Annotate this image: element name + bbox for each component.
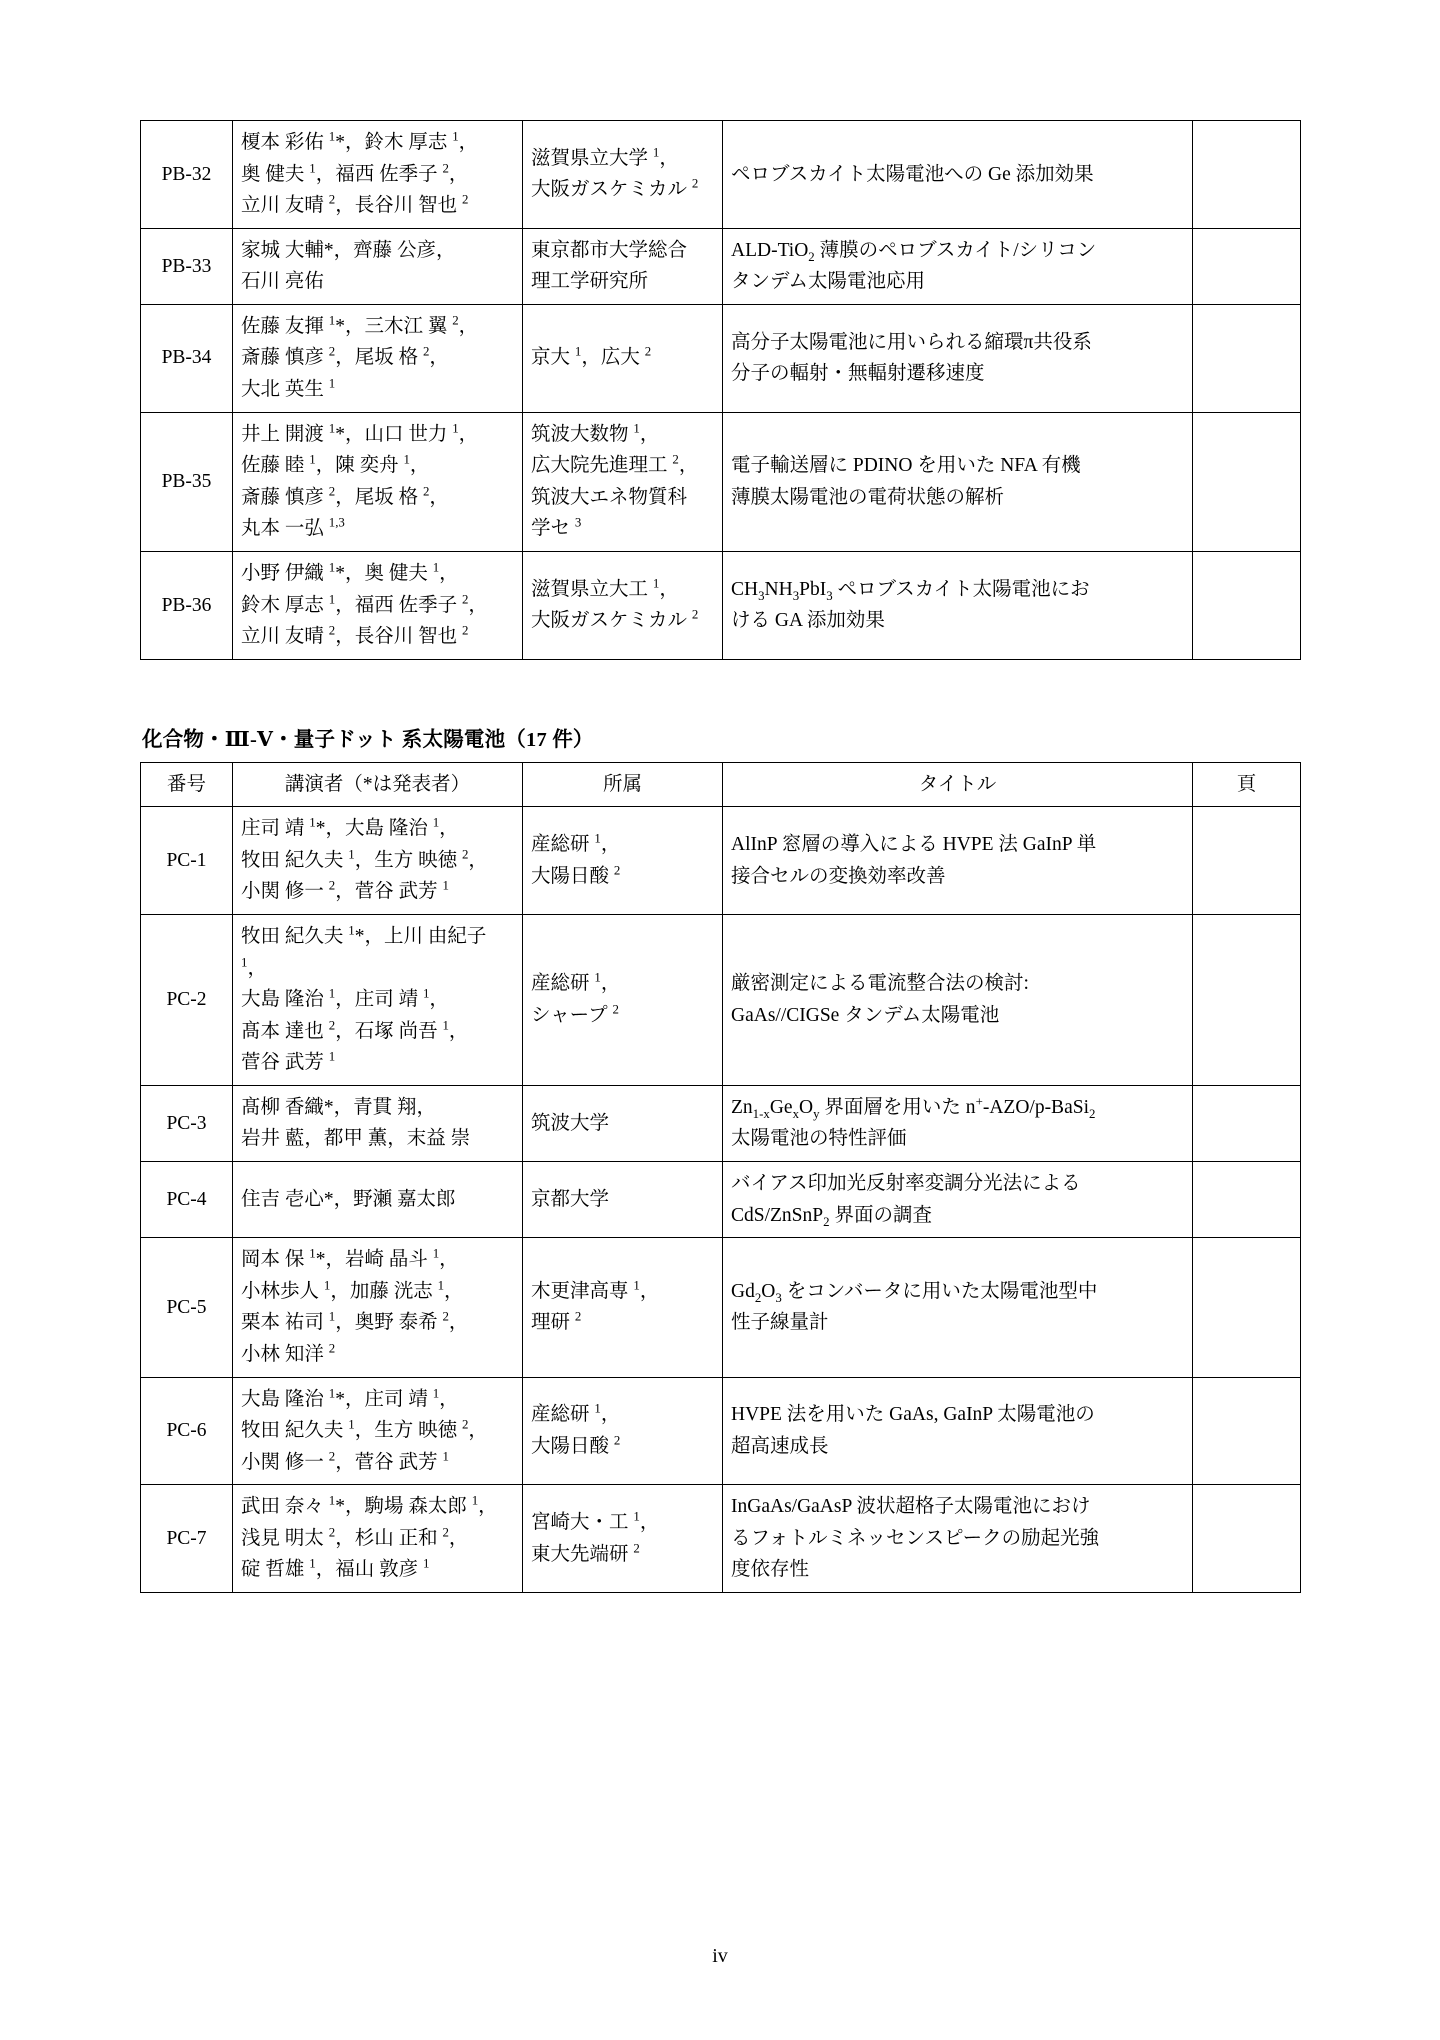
table-row	[141, 807, 1301, 915]
row-affiliation: 滋賀県立大工 $^1$， 大阪ガスケミカル $^2$	[523, 551, 723, 659]
row-number: PB-35	[141, 412, 233, 551]
table-body-compound	[141, 807, 1301, 1593]
row-affiliation: 京都大学	[523, 1162, 723, 1238]
row-page	[1193, 1485, 1301, 1593]
row-page	[1193, 807, 1301, 915]
row-authors: 井上 開渡 $^1$*，山口 世力 $^1$， 佐藤 睦 $^1$，陳 奕舟 $^1$， 斎藤 慎彦 $^2$，尾坂 格 $^2$， 丸本 一弘 $^{1,3}$	[233, 412, 523, 551]
row-number: PB-33	[141, 228, 233, 304]
row-title: バイアス印加光反射率変調分光法による CdS/ZnSnP$_2$ 界面の調査	[723, 1162, 1193, 1238]
row-title: 電子輸送層に PDINO を用いた NFA 有機 薄膜太陽電池の電荷状態の解析	[723, 412, 1193, 551]
table-row	[141, 228, 1301, 304]
row-number: PB-36	[141, 551, 233, 659]
table-row	[141, 1485, 1301, 1593]
row-affiliation: 木更津高専 $^1$， 理研 $^2$	[523, 1238, 723, 1377]
table-row	[141, 121, 1301, 229]
program-table-compound	[140, 762, 1301, 1593]
row-authors: 榎本 彩佑 $^1$*，鈴木 厚志 $^1$， 奥 健夫 $^1$，福西 佐季子 $^2$， 立川 友晴 $^2$，長谷川 智也 $^2$	[233, 121, 523, 229]
row-affiliation: 滋賀県立大学 $^1$， 大阪ガスケミカル $^2$	[523, 121, 723, 229]
table-row	[141, 914, 1301, 1085]
table-row	[141, 304, 1301, 412]
row-affiliation: 宮崎大・工 $^1$， 東大先端研 $^2$	[523, 1485, 723, 1593]
row-authors: 佐藤 友揮 $^1$*，三木江 翼 $^2$， 斎藤 慎彦 $^2$，尾坂 格 $^2$， 大北 英生 $^1$	[233, 304, 523, 412]
row-page	[1193, 304, 1301, 412]
row-page	[1193, 551, 1301, 659]
section-spacer	[140, 660, 1300, 722]
column-header-speaker: 講演者（*は発表者）	[233, 762, 523, 807]
column-header-affiliation: 所属	[523, 762, 723, 807]
row-authors: 庄司 靖 $^1$*，大島 隆治 $^1$， 牧田 紀久夫 $^1$，生方 映徳 $^2$， 小関 修一 $^2$，菅谷 武芳 $^1$	[233, 807, 523, 915]
page-folio: iv	[712, 1945, 728, 1967]
row-title: $CH_3NH_3PbI_3$ ペロブスカイト太陽電池にお ける GA 添加効果	[723, 551, 1193, 659]
row-page	[1193, 1377, 1301, 1485]
row-number: PC-5	[141, 1238, 233, 1377]
table-header-row	[141, 762, 1301, 807]
row-page	[1193, 228, 1301, 304]
row-affiliation: 産総研 $^1$， 大陽日酸 $^2$	[523, 1377, 723, 1485]
row-authors: 家城 大輔*，齊藤 公彦， 石川 亮佑	[233, 228, 523, 304]
row-authors: 牧田 紀久夫 $^1$*，上川 由紀子 $^1$， 大島 隆治 $^1$，庄司 靖 $^1$， 髙本 達也 $^2$，石塚 尚吾 $^1$， 菅谷 武芳 $^1$	[233, 914, 523, 1085]
table-row	[141, 551, 1301, 659]
table-header	[141, 762, 1301, 807]
row-affiliation: 筑波大学	[523, 1085, 723, 1161]
row-title: AlInP 窓層の導入による HVPE 法 GaInP 単 接合セルの変換効率改善	[723, 807, 1193, 915]
row-page	[1193, 412, 1301, 551]
table-row	[141, 1238, 1301, 1377]
row-number: PC-1	[141, 807, 233, 915]
row-page	[1193, 1238, 1301, 1377]
row-authors: 髙柳 香織*，青貫 翔， 岩井 藍，都甲 薫，末益 崇	[233, 1085, 523, 1161]
row-number: PB-34	[141, 304, 233, 412]
row-title: $Zn_{1-x}Ge_xO_y$ 界面層を用いた n+-AZO/p-BaSi$_2$ 太陽電池の特性評価	[723, 1085, 1193, 1161]
row-title: 高分子太陽電池に用いられる縮環π共役系 分子の輻射・無輻射遷移速度	[723, 304, 1193, 412]
row-number: PC-6	[141, 1377, 233, 1485]
row-page	[1193, 121, 1301, 229]
column-header-title: タイトル	[723, 762, 1193, 807]
column-header-number: 番号	[141, 762, 233, 807]
row-title: 厳密測定による電流整合法の検討: GaAs//CIGSe タンデム太陽電池	[723, 914, 1193, 1085]
row-affiliation: 筑波大数物 $^1$， 広大院先進理工 $^2$， 筑波大エネ物質科 学セ $^3$	[523, 412, 723, 551]
table-row	[141, 412, 1301, 551]
row-title: HVPE 法を用いた GaAs, GaInP 太陽電池の 超高速成長	[723, 1377, 1193, 1485]
row-number: PC-2	[141, 914, 233, 1085]
row-page	[1193, 1085, 1301, 1161]
row-page	[1193, 914, 1301, 1085]
row-title: InGaAs/GaAsP 波状超格子太陽電池におけ るフォトルミネッセンスピークの励起光強 度依存性	[723, 1485, 1193, 1593]
table-body-top	[141, 121, 1301, 660]
row-authors: 小野 伊織 $^1$*，奥 健夫 $^1$， 鈴木 厚志 $^1$，福西 佐季子 $^2$， 立川 友晴 $^2$，長谷川 智也 $^2$	[233, 551, 523, 659]
row-affiliation: 産総研 $^1$， 大陽日酸 $^2$	[523, 807, 723, 915]
row-number: PC-7	[141, 1485, 233, 1593]
row-number: PC-4	[141, 1162, 233, 1238]
program-table-top	[140, 120, 1301, 660]
row-title: ペロブスカイト太陽電池への Ge 添加効果	[723, 121, 1193, 229]
row-title: $Gd_2O_3$ をコンバータに用いた太陽電池型中 性子線量計	[723, 1238, 1193, 1377]
row-affiliation: 産総研 $^1$， シャープ $^2$	[523, 914, 723, 1085]
row-authors: 住吉 壱心*，野瀬 嘉太郎	[233, 1162, 523, 1238]
row-number: PB-32	[141, 121, 233, 229]
row-authors: 武田 奈々 $^1$*，駒場 森太郎 $^1$， 浅見 明太 $^2$，杉山 正和 $^2$， 碇 哲雄 $^1$，福山 敦彦 $^1$	[233, 1485, 523, 1593]
row-authors: 大島 隆治 $^1$*，庄司 靖 $^1$， 牧田 紀久夫 $^1$，生方 映徳 $^2$， 小関 修一 $^2$，菅谷 武芳 $^1$	[233, 1377, 523, 1485]
section-heading: 化合物・Ⅲ-Ⅴ・量子ドット 系太陽電池（17 件）	[142, 728, 594, 751]
row-page	[1193, 1162, 1301, 1238]
row-title: ALD-TiO$_2$ 薄膜のペロブスカイト/シリコン タンデム太陽電池応用	[723, 228, 1193, 304]
row-affiliation: 東京都市大学総合 理工学研究所	[523, 228, 723, 304]
table-row	[141, 1377, 1301, 1485]
table-row	[141, 1085, 1301, 1161]
row-number: PC-3	[141, 1085, 233, 1161]
row-authors: 岡本 保 $^1$*，岩崎 晶斗 $^1$， 小林歩人 $^1$，加藤 洸志 $^1$， 栗本 祐司 $^1$，奥野 泰希 $^2$， 小林 知洋 $^2$	[233, 1238, 523, 1377]
column-header-page: 頁	[1193, 762, 1301, 807]
row-affiliation: 京大 $^1$，広大 $^2$	[523, 304, 723, 412]
table-row	[141, 1162, 1301, 1238]
